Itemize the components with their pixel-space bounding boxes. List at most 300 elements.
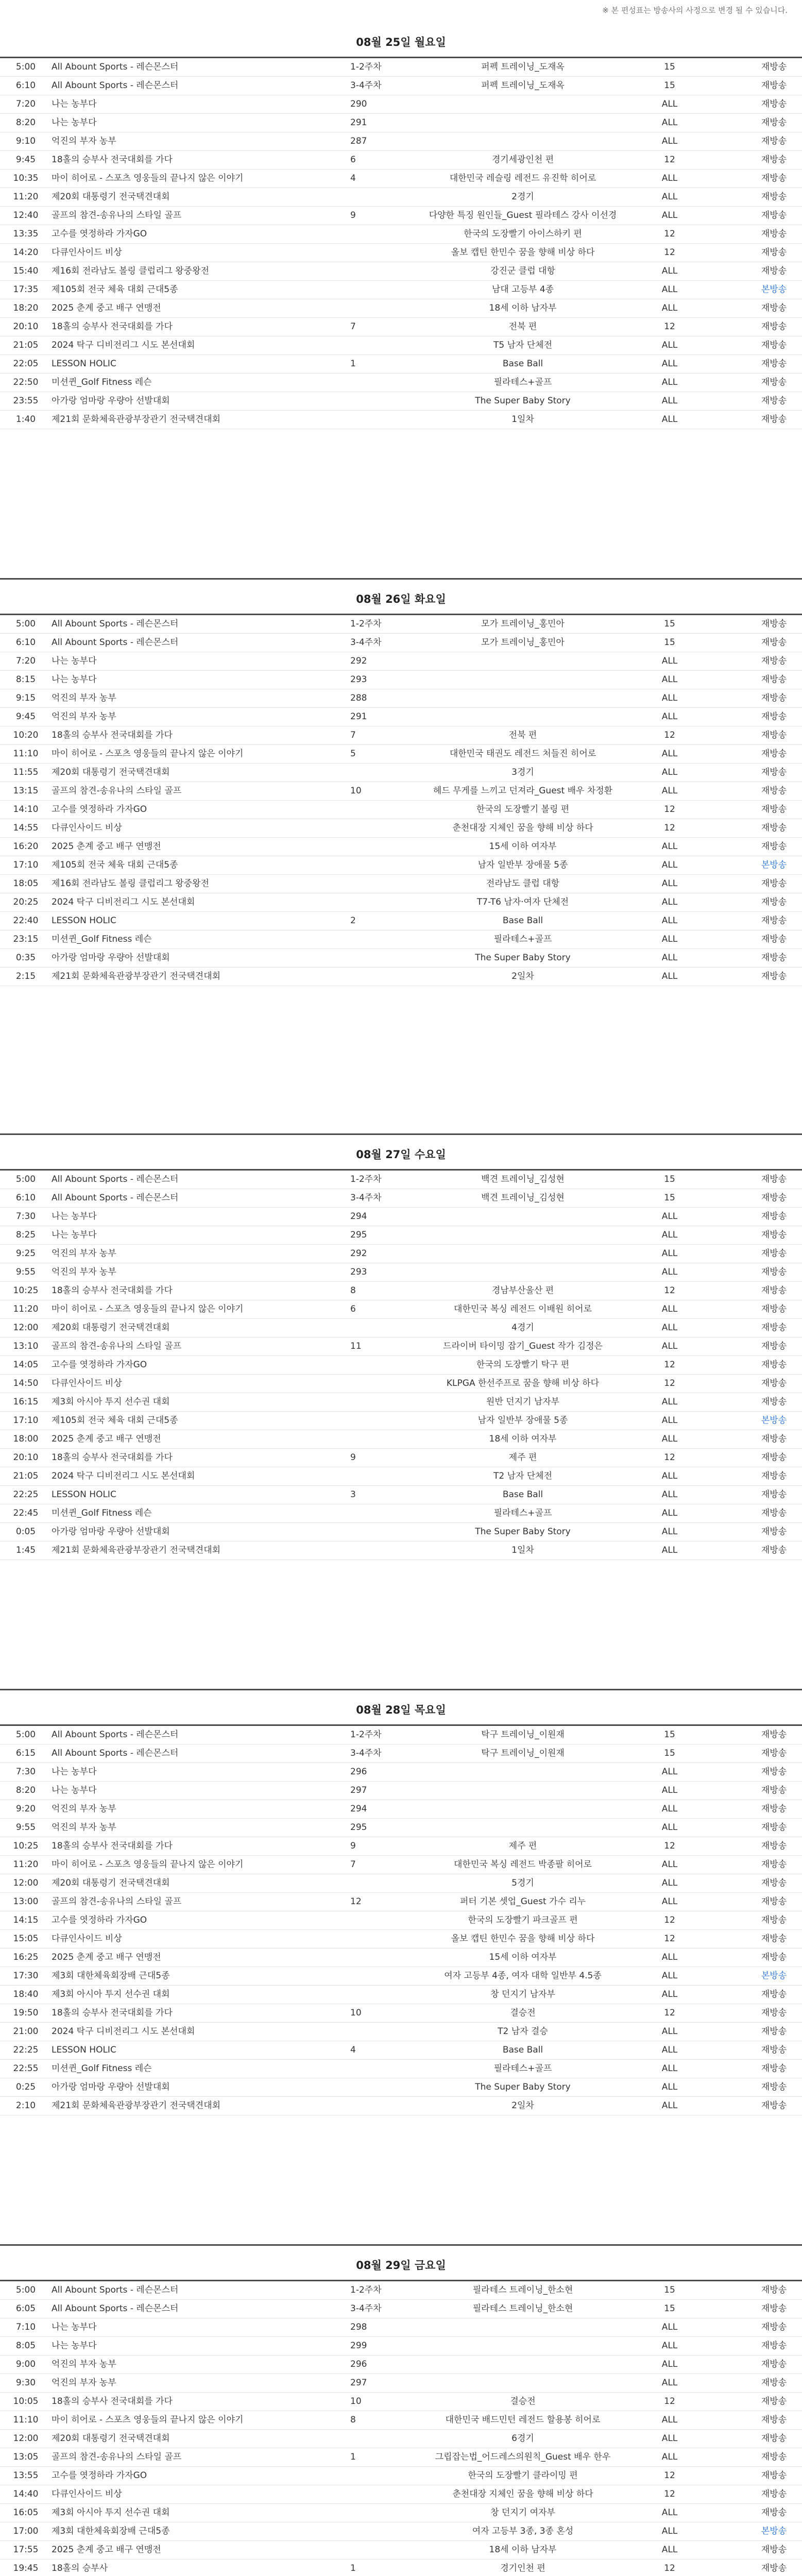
program-title: 제20회 대통령기 전국택견대회 <box>52 188 350 207</box>
schedule-row <box>0 2522 802 2541</box>
program-episode: 294 <box>350 1208 412 1226</box>
program-subtitle: 5경기 <box>412 1874 634 1893</box>
program-episode <box>350 764 412 782</box>
program-episode <box>350 1986 412 2004</box>
program-age-rating: 12 <box>634 1356 706 1375</box>
program-episode: 1 <box>350 2448 412 2467</box>
program-subtitle: 탁구 트레이닝_이원재 <box>412 1726 634 1744</box>
program-title: 18홀의 승부사 전국대회를 가다 <box>52 1837 350 1856</box>
program-episode <box>350 2485 412 2504</box>
schedule-row <box>0 912 802 930</box>
program-time: 21:00 <box>0 2023 52 2041</box>
schedule-row <box>0 708 802 726</box>
program-episode <box>350 188 412 207</box>
program-time: 14:20 <box>0 244 52 262</box>
program-age-rating: ALL <box>634 1208 706 1226</box>
program-age-rating: 15 <box>634 1189 706 1208</box>
program-episode <box>350 2504 412 2522</box>
program-extra <box>706 2337 746 2355</box>
program-extra <box>706 1486 746 1504</box>
program-episode: 6 <box>350 1300 412 1319</box>
program-extra <box>706 2355 746 2374</box>
program-title: 골프의 참견-송유나의 스타일 골프 <box>52 207 350 225</box>
schedule-row <box>0 968 802 986</box>
program-time: 13:15 <box>0 782 52 801</box>
program-broadcast-type: 재방송 <box>746 875 802 893</box>
program-episode <box>350 2541 412 2560</box>
program-age-rating: ALL <box>634 1393 706 1412</box>
program-age-rating: 12 <box>634 2467 706 2485</box>
program-title: 미션퀸_Golf Fitness 레슨 <box>52 374 350 392</box>
program-episode <box>350 1541 412 1560</box>
program-episode: 297 <box>350 1782 412 1800</box>
program-title: 억진의 부자 농부 <box>52 2355 350 2374</box>
schedule-row <box>0 1967 802 1986</box>
program-episode: 7 <box>350 726 412 745</box>
program-time: 17:55 <box>0 2541 52 2560</box>
program-age-rating: ALL <box>634 652 706 671</box>
program-episode: 8 <box>350 1282 412 1300</box>
program-episode <box>350 374 412 392</box>
program-age-rating: ALL <box>634 2522 706 2541</box>
program-broadcast-type: 재방송 <box>746 1226 802 1245</box>
program-title: 나는 농부다 <box>52 1226 350 1245</box>
program-age-rating: ALL <box>634 949 706 968</box>
program-broadcast-type: 재방송 <box>746 1800 802 1819</box>
program-time: 22:50 <box>0 374 52 392</box>
program-extra <box>706 281 746 299</box>
program-age-rating: ALL <box>634 1800 706 1819</box>
program-time: 8:20 <box>0 114 52 132</box>
program-title: 제3회 대한체육회장배 근대5종 <box>52 2522 350 2541</box>
program-extra <box>706 2004 746 2023</box>
schedule-row <box>0 2097 802 2115</box>
schedule-row <box>0 930 802 949</box>
schedule-row <box>0 2504 802 2522</box>
schedule-row <box>0 1523 802 1541</box>
program-title: 2025 춘계 중고 배구 연맹전 <box>52 1948 350 1967</box>
program-title: 나는 농부다 <box>52 652 350 671</box>
program-extra <box>706 299 746 318</box>
program-broadcast-type: 본방송 <box>746 1967 802 1986</box>
program-subtitle: 원반 던지기 남자부 <box>412 1393 634 1412</box>
program-time: 22:55 <box>0 2060 52 2078</box>
program-time: 7:10 <box>0 2318 52 2337</box>
program-extra <box>706 893 746 912</box>
schedule-row <box>0 671 802 689</box>
program-time: 17:30 <box>0 1967 52 1986</box>
program-time: 11:10 <box>0 2411 52 2430</box>
program-age-rating: ALL <box>634 1763 706 1782</box>
program-age-rating: ALL <box>634 2097 706 2115</box>
program-age-rating: ALL <box>634 671 706 689</box>
program-extra <box>706 58 746 77</box>
schedule-notice: ※ 본 편성표는 방송사의 사정으로 변경 될 수 있습니다. <box>602 6 788 15</box>
program-extra <box>706 207 746 225</box>
schedule-row <box>0 207 802 225</box>
program-broadcast-type: 재방송 <box>746 1541 802 1560</box>
schedule-row <box>0 1856 802 1874</box>
schedule-row <box>0 2411 802 2430</box>
program-subtitle: 18세 이하 여자부 <box>412 1430 634 1449</box>
program-extra <box>706 1300 746 1319</box>
program-extra <box>706 1911 746 1930</box>
program-age-rating: ALL <box>634 782 706 801</box>
program-time: 20:25 <box>0 893 52 912</box>
program-broadcast-type: 재방송 <box>746 132 802 151</box>
program-broadcast-type: 재방송 <box>746 355 802 374</box>
program-episode: 1-2주차 <box>350 2281 412 2300</box>
program-time: 12:40 <box>0 207 52 225</box>
day-title: 08월 29일 금요일 <box>356 2259 446 2272</box>
program-age-rating: ALL <box>634 411 706 429</box>
program-title: 18홀의 승부사 전국대회를 가다 <box>52 2004 350 2023</box>
program-extra <box>706 875 746 893</box>
program-broadcast-type: 재방송 <box>746 1375 802 1393</box>
schedule-row <box>0 2541 802 2560</box>
program-episode <box>350 2522 412 2541</box>
program-broadcast-type: 재방송 <box>746 1911 802 1930</box>
program-time: 16:15 <box>0 1393 52 1412</box>
schedule-row <box>0 689 802 708</box>
program-age-rating: 12 <box>634 726 706 745</box>
program-episode: 295 <box>350 1226 412 1245</box>
program-episode: 1-2주차 <box>350 1171 412 1189</box>
program-episode <box>350 1930 412 1948</box>
program-broadcast-type: 재방송 <box>746 930 802 949</box>
program-broadcast-type: 재방송 <box>746 336 802 355</box>
program-episode: 5 <box>350 745 412 764</box>
schedule-row <box>0 374 802 392</box>
schedule-row <box>0 355 802 374</box>
program-title: 나는 농부다 <box>52 1208 350 1226</box>
program-title: LESSON HOLIC <box>52 2041 350 2060</box>
schedule-row <box>0 336 802 355</box>
program-subtitle: 15세 이하 여자부 <box>412 838 634 856</box>
program-subtitle <box>412 2355 634 2374</box>
program-extra <box>706 1337 746 1356</box>
schedule-row <box>0 1189 802 1208</box>
program-time: 23:15 <box>0 930 52 949</box>
program-broadcast-type: 재방송 <box>746 58 802 77</box>
program-subtitle: 퍼펙 트레이닝_도재옥 <box>412 58 634 77</box>
program-time: 2:15 <box>0 968 52 986</box>
program-subtitle <box>412 652 634 671</box>
program-subtitle: 대한민국 복싱 레전드 이배원 히어로 <box>412 1300 634 1319</box>
program-age-rating: ALL <box>634 132 706 151</box>
program-broadcast-type: 재방송 <box>746 95 802 114</box>
program-episode: 292 <box>350 652 412 671</box>
program-time: 14:15 <box>0 1911 52 1930</box>
program-extra <box>706 1282 746 1300</box>
program-time: 12:00 <box>0 1319 52 1337</box>
program-subtitle <box>412 2318 634 2337</box>
program-age-rating: ALL <box>634 912 706 930</box>
program-title: 제105회 전국 체육 대회 근대5종 <box>52 856 350 875</box>
program-episode: 10 <box>350 2004 412 2023</box>
program-age-rating: ALL <box>634 1467 706 1486</box>
program-age-rating: 15 <box>634 1171 706 1189</box>
program-broadcast-type: 재방송 <box>746 745 802 764</box>
program-title: 억진의 부자 농부 <box>52 1800 350 1819</box>
program-extra <box>706 1189 746 1208</box>
program-broadcast-type: 재방송 <box>746 634 802 652</box>
schedule-row <box>0 188 802 207</box>
program-age-rating: ALL <box>634 2541 706 2560</box>
program-broadcast-type: 재방송 <box>746 615 802 634</box>
program-extra <box>706 2078 746 2097</box>
program-broadcast-type: 재방송 <box>746 1449 802 1467</box>
program-episode: 3-4주차 <box>350 2300 412 2318</box>
program-episode <box>350 1430 412 1449</box>
program-title: 억진의 부자 농부 <box>52 1263 350 1282</box>
program-age-rating: 12 <box>634 1449 706 1467</box>
program-title: 미션퀸_Golf Fitness 레슨 <box>52 930 350 949</box>
program-subtitle <box>412 1763 634 1782</box>
program-age-rating: ALL <box>634 2041 706 2060</box>
program-title: 미션퀸_Golf Fitness 레슨 <box>52 2060 350 2078</box>
program-age-rating: 12 <box>634 1911 706 1930</box>
program-subtitle: 여자 고등부 3종, 3종 혼성 <box>412 2522 634 2541</box>
program-episode: 2 <box>350 912 412 930</box>
program-age-rating: ALL <box>634 2430 706 2448</box>
schedule-row <box>0 1893 802 1911</box>
program-title: 제20회 대통령기 전국택견대회 <box>52 1319 350 1337</box>
program-subtitle: 필라테스+골프 <box>412 930 634 949</box>
program-episode <box>350 856 412 875</box>
program-subtitle: 전북 편 <box>412 726 634 745</box>
program-broadcast-type: 재방송 <box>746 1930 802 1948</box>
program-time: 0:25 <box>0 2078 52 2097</box>
program-title: 18홀의 승부사 전국대회를 가다 <box>52 2393 350 2411</box>
program-episode <box>350 336 412 355</box>
program-episode <box>350 2097 412 2115</box>
program-time: 9:45 <box>0 151 52 170</box>
schedule-row <box>0 1986 802 2004</box>
program-broadcast-type: 재방송 <box>746 1986 802 2004</box>
program-time: 1:40 <box>0 411 52 429</box>
program-extra <box>706 968 746 986</box>
program-subtitle: 제주 편 <box>412 1837 634 1856</box>
program-subtitle: Base Ball <box>412 355 634 374</box>
schedule-row <box>0 58 802 77</box>
program-extra <box>706 708 746 726</box>
program-episode <box>350 1948 412 1967</box>
program-episode <box>350 1356 412 1375</box>
program-time: 11:20 <box>0 188 52 207</box>
program-title: 억진의 부자 농부 <box>52 689 350 708</box>
program-episode: 1 <box>350 2560 412 2576</box>
program-age-rating: ALL <box>634 1486 706 1504</box>
day-section <box>0 1133 802 1689</box>
program-extra <box>706 2300 746 2318</box>
program-age-rating: 12 <box>634 1282 706 1300</box>
program-episode: 4 <box>350 2041 412 2060</box>
program-broadcast-type: 재방송 <box>746 671 802 689</box>
schedule-row <box>0 1208 802 1226</box>
schedule-row <box>0 95 802 114</box>
schedule-table <box>0 1726 802 2115</box>
schedule-table <box>0 1171 802 1560</box>
schedule-row <box>0 77 802 95</box>
program-age-rating: 12 <box>634 318 706 336</box>
program-extra <box>706 1856 746 1874</box>
program-broadcast-type: 재방송 <box>746 2374 802 2393</box>
program-broadcast-type: 재방송 <box>746 207 802 225</box>
program-time: 13:05 <box>0 2448 52 2467</box>
program-title: 18홀의 승부사 전국대회를 가다 <box>52 318 350 336</box>
program-subtitle: 6경기 <box>412 2430 634 2448</box>
program-title: 2024 탁구 디비전리그 시도 본선대회 <box>52 1467 350 1486</box>
program-age-rating: ALL <box>634 355 706 374</box>
program-title: 마이 히어로 - 스포츠 영웅들의 끝나지 않은 이야기 <box>52 745 350 764</box>
program-time: 9:25 <box>0 1245 52 1263</box>
program-age-rating: 12 <box>634 819 706 838</box>
schedule-row <box>0 1911 802 1930</box>
schedule-row <box>0 2560 802 2576</box>
program-time: 16:05 <box>0 2504 52 2522</box>
program-broadcast-type: 재방송 <box>746 2060 802 2078</box>
program-title: 다큐인사이드 비상 <box>52 244 350 262</box>
program-age-rating: ALL <box>634 2448 706 2467</box>
program-episode: 291 <box>350 114 412 132</box>
program-extra <box>706 2411 746 2430</box>
program-episode: 3-4주차 <box>350 77 412 95</box>
program-title: 골프의 참견-송유나의 스타일 골프 <box>52 782 350 801</box>
schedule-row <box>0 615 802 634</box>
program-subtitle: 올보 캡틴 한민수 꿈을 향해 비상 하다 <box>412 244 634 262</box>
program-episode <box>350 225 412 244</box>
program-extra <box>706 764 746 782</box>
schedule-row <box>0 1412 802 1430</box>
program-extra <box>706 1263 746 1282</box>
program-subtitle: 18세 이하 남자부 <box>412 2541 634 2560</box>
program-age-rating: ALL <box>634 2504 706 2522</box>
program-broadcast-type: 재방송 <box>746 652 802 671</box>
program-title: 나는 농부다 <box>52 1782 350 1800</box>
day-title: 08월 28일 목요일 <box>356 1704 446 1716</box>
program-age-rating: ALL <box>634 1541 706 1560</box>
program-subtitle: 3경기 <box>412 764 634 782</box>
program-subtitle <box>412 1208 634 1226</box>
program-broadcast-type: 재방송 <box>746 2041 802 2060</box>
schedule-row <box>0 1449 802 1467</box>
program-title: 고수를 엿정하라 가자GO <box>52 1356 350 1375</box>
program-broadcast-type: 재방송 <box>746 893 802 912</box>
program-time: 7:20 <box>0 95 52 114</box>
program-subtitle: Base Ball <box>412 2041 634 2060</box>
day-section <box>0 2244 802 2576</box>
program-extra <box>706 1523 746 1541</box>
program-title: 제16회 전라남도 볼링 클럽리그 왕중왕전 <box>52 875 350 893</box>
program-age-rating: ALL <box>634 2318 706 2337</box>
program-title: 다큐인사이드 비상 <box>52 2485 350 2504</box>
schedule-row <box>0 1948 802 1967</box>
program-subtitle: The Super Baby Story <box>412 949 634 968</box>
program-title: 다큐인사이드 비상 <box>52 819 350 838</box>
schedule-row <box>0 819 802 838</box>
program-age-rating: ALL <box>634 2355 706 2374</box>
schedule-row <box>0 2337 802 2355</box>
program-title: 나는 농부다 <box>52 671 350 689</box>
program-title: 나는 농부다 <box>52 2318 350 2337</box>
program-episode <box>350 2023 412 2041</box>
program-episode: 1-2주차 <box>350 1726 412 1744</box>
program-title: All Abount Sports - 레슨몬스터 <box>52 1171 350 1189</box>
schedule-row <box>0 1486 802 1504</box>
program-time: 6:05 <box>0 2300 52 2318</box>
program-broadcast-type: 재방송 <box>746 2078 802 2097</box>
program-extra <box>706 114 746 132</box>
program-episode: 6 <box>350 151 412 170</box>
program-title: 제20회 대통령기 전국택견대회 <box>52 1874 350 1893</box>
program-episode: 296 <box>350 2355 412 2374</box>
program-episode: 296 <box>350 1763 412 1782</box>
program-extra <box>706 1763 746 1782</box>
program-extra <box>706 1744 746 1763</box>
program-time: 17:10 <box>0 856 52 875</box>
program-time: 6:15 <box>0 1744 52 1763</box>
program-title: 고수를 엿정하라 가자GO <box>52 801 350 819</box>
program-subtitle: 한국의 도장빨기 클라이밍 편 <box>412 2467 634 2485</box>
program-subtitle <box>412 1782 634 1800</box>
schedule-table <box>0 615 802 986</box>
program-time: 13:00 <box>0 1893 52 1911</box>
program-age-rating: ALL <box>634 1874 706 1893</box>
program-subtitle: 결승전 <box>412 2393 634 2411</box>
program-time: 10:20 <box>0 726 52 745</box>
program-age-rating: ALL <box>634 1300 706 1319</box>
program-broadcast-type: 재방송 <box>746 1856 802 1874</box>
program-broadcast-type: 재방송 <box>746 374 802 392</box>
program-title: 제21회 문화체육관광부장관기 전국택견대회 <box>52 1541 350 1560</box>
program-age-rating: ALL <box>634 2374 706 2393</box>
program-title: 제105회 전국 체육 대회 근대5종 <box>52 281 350 299</box>
program-subtitle: 모가 트레이닝_홍민아 <box>412 634 634 652</box>
program-subtitle: 전라남도 클럽 대항 <box>412 875 634 893</box>
program-broadcast-type: 재방송 <box>746 1744 802 1763</box>
program-broadcast-type: 재방송 <box>746 968 802 986</box>
program-extra <box>706 1930 746 1948</box>
program-time: 8:20 <box>0 1782 52 1800</box>
program-episode <box>350 1467 412 1486</box>
schedule-row <box>0 1800 802 1819</box>
program-subtitle: 필라테스+골프 <box>412 374 634 392</box>
program-age-rating: ALL <box>634 1430 706 1449</box>
program-subtitle: T2 남자 결승 <box>412 2023 634 2041</box>
program-subtitle: 1일차 <box>412 1541 634 1560</box>
program-subtitle <box>412 2337 634 2355</box>
schedule-row <box>0 392 802 411</box>
program-extra <box>706 2504 746 2522</box>
program-subtitle: 경남부산울산 편 <box>412 1282 634 1300</box>
program-subtitle: 퍼터 기본 셋업_Guest 가수 리누 <box>412 1893 634 1911</box>
program-title: 18홀의 승부사 전국대회를 가다 <box>52 151 350 170</box>
program-subtitle: 남자 일반부 장애물 5종 <box>412 856 634 875</box>
program-episode: 9 <box>350 207 412 225</box>
program-episode: 291 <box>350 708 412 726</box>
program-subtitle: 그립잡는법_어드레스의원칙_Guest 배우 한우 <box>412 2448 634 2467</box>
program-age-rating: ALL <box>634 2060 706 2078</box>
program-age-rating: ALL <box>634 1504 706 1523</box>
program-title: 고수를 엿정하라 가자GO <box>52 2467 350 2485</box>
program-subtitle: 2일차 <box>412 2097 634 2115</box>
program-subtitle: 대한민국 레슬링 레전드 유진학 히어로 <box>412 170 634 188</box>
program-subtitle <box>412 671 634 689</box>
program-title: 억진의 부자 농부 <box>52 1245 350 1263</box>
program-broadcast-type: 재방송 <box>746 1782 802 1800</box>
program-extra <box>706 1782 746 1800</box>
